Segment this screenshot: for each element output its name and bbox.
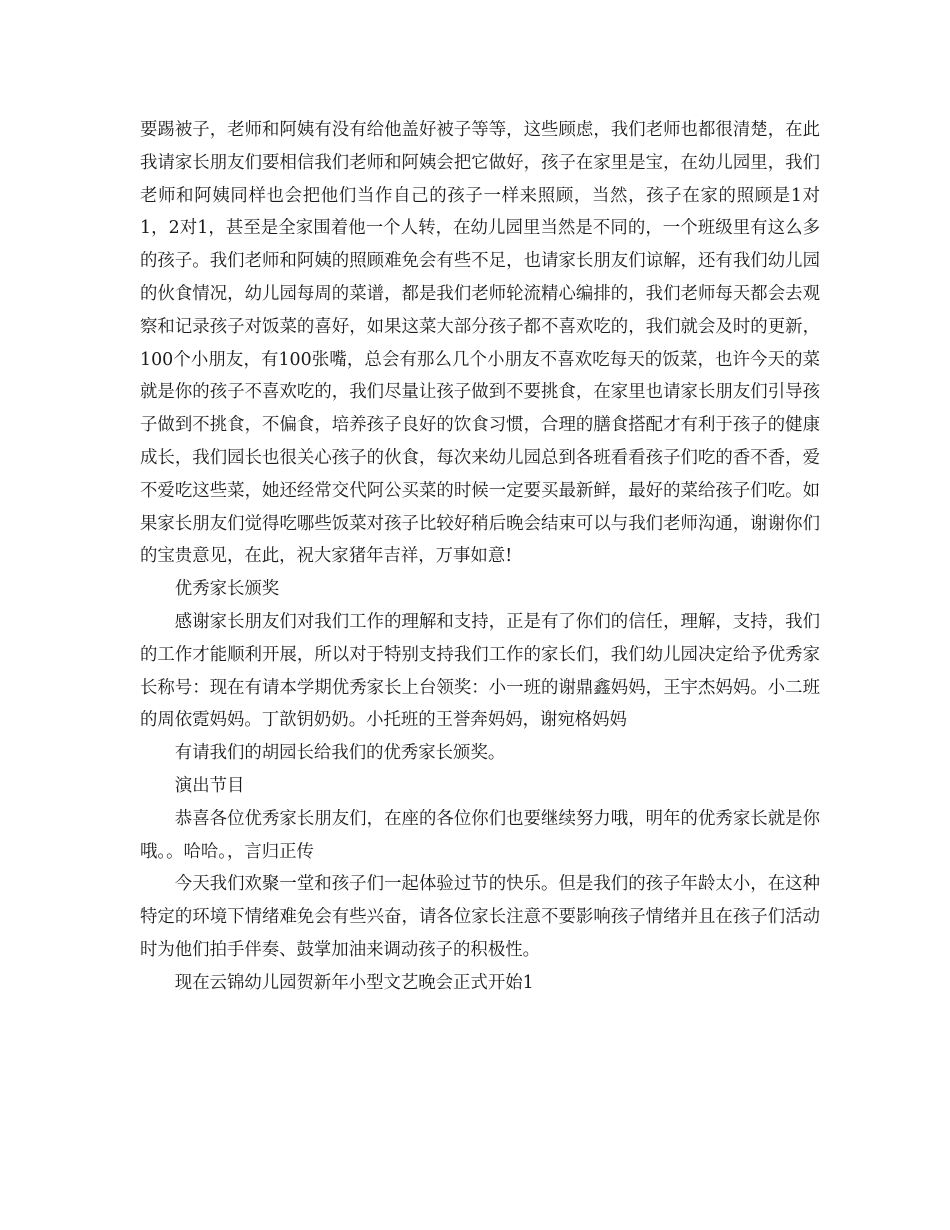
paragraph-award-presenter: 有请我们的胡园长给我们的优秀家长颁奖。	[174, 743, 506, 764]
document-body	[140, 114, 820, 1000]
section-heading-parent-awards: 优秀家长颁奖	[174, 579, 280, 600]
paragraph-teacher-care-and-meals: 要踢被子，老师和阿姨有没有给他盖好被子等等，这些顾虑，我们老师也都很清楚，在此我请家长朋友们要相信我们老师和阿姨会把它做好，孩子在家里是宝，在幼儿园里，我们老师和阿姨同样也会把他们当作自己的孩子一样来照顾，当然，孩子在家的照顾是1对1，2对1，甚至是全家围着他一个人转，在幼儿园里当然是不同的，一个班级里有这么多的孩子。我们老师和阿姨的照顾难免会有些不足，也请家长朋友们谅解，还有我们幼儿园的伙食情况，幼儿园每周的菜谱，都是我们老师轮流精心编排的，我们老师每天都会去观察和记录孩子对饭菜的喜好，如果这菜大部分孩子都不喜欢吃的，我们就会及时的更新，100个小朋友，有100张嘴，总会有那么几个小朋友不喜欢吃每天的饭菜，也许今天的菜就是你的孩子不喜欢吃的，我们尽量让孩子做到不要挑食，在家里也请家长朋友们引导孩子做到不挑食，不偏食，培养孩子良好的饮食习惯，合理的膳食搭配才有利于孩子的健康成长，我们园长也很关心孩子的伙食，每次来幼儿园总到各班看看孩子们吃的香不香，爱不爱吃这些菜，她还经常交代阿公买菜的时候一定要买最新鲜，最好的菜给孩子们吃。如果家长朋友们觉得吃哪些饭菜对孩子比较好稍后晚会结束可以与我们老师沟通，谢谢你们的宝贵意见，在此，祝大家猪年吉祥，万事如意!	[140, 120, 820, 567]
paragraph-congratulations: 恭喜各位优秀家长朋友们，在座的各位你们也要继续努力哦，明年的优秀家长就是你哦。。哈哈。，言归正传	[140, 808, 820, 862]
section-heading-performances: 演出节目	[174, 775, 245, 796]
paragraph-award-thanks: 感谢家长朋友们对我们工作的理解和支持，正是有了你们的信任，理解，支持，我们的工作才能顺利开展，所以对于特别支持我们工作的家长们，我们幼儿园决定给予优秀家长称号：现在有请本学期优秀家长上台领奖：小一班的谢鼎鑫妈妈，王宇杰妈妈。小二班的周依霓妈妈。丁歆钥奶奶。小托班的王誉奔妈妈，谢宛格妈妈	[140, 611, 820, 731]
paragraph-show-start: 现在云锦幼儿园贺新年小型文艺晚会正式开始1	[174, 972, 534, 993]
paragraph-audience-guidance: 今天我们欢聚一堂和孩子们一起体验过节的快乐。但是我们的孩子年龄太小，在这种特定的环境下情绪难免会有些兴奋，请各位家长注意不要影响孩子情绪并且在孩子们活动时为他们拍手伴奏、鼓掌加油来调动孩子的积极性。	[140, 874, 820, 960]
